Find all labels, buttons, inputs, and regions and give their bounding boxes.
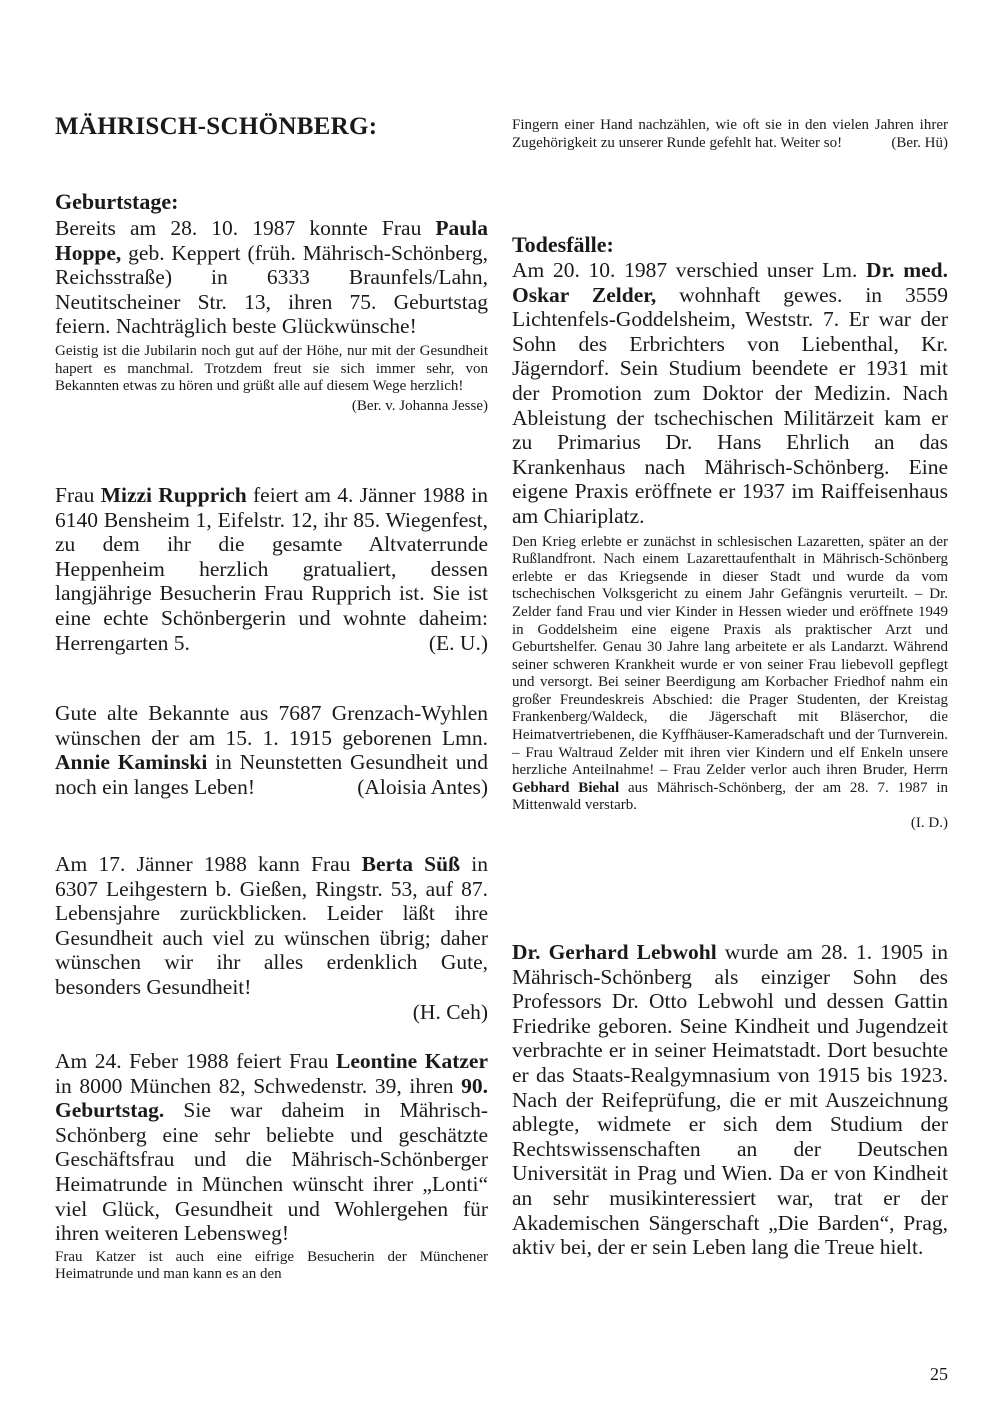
lebwohl-paragraph: Dr. Gerhard Lebwohl wurde am 28. 1. 1905 in Mährisch-Schönberg als einziger Sohn des Professors Dr. Otto Lebwohl und dessen Gattin Friedrike geboren. Seine Kindheit und Jugendzeit verbrachte er in seiner Heimatstadt. Dort besuchte er das Staats-Realgymnasium von 1915 bis 1923. Nach der Reifeprüfung, die er mit Auszeichnung ablegte, widmete er sich dem Studium der Rechtswissenschaften an der Deutschen Universität in Prag und Wien. Da er von Kindheit an sehr musikinteressiert war, trat er der Akademischen Sängerschaft „Die Barden“, Prag, aktiv bei, der er sein Leben lang die Treue hielt. [512, 940, 948, 1260]
katzer-continuation-text: Fingern einer Hand nachzählen, wie oft sie in den vielen Jahren ihrer Zugehörigkeit zu unserer Runde gefehlt hat. Weiter so! (Ber. Hü) [512, 117, 948, 151]
katzer-entry [55, 1049, 488, 1284]
zelder-paragraph: Am 20. 10. 1987 verschied unser Lm. Dr. med. Oskar Zelder, wohnhaft gewes. in 3559 Lichtenfels-Goddelsheim, Weststr. 7. Er war der Sohn des Erbrichters von Liebenthal, Kr. Jägerndorf. Sein Studium beendete er 1931 mit der Promotion zum Doktor der Medizin. Nach Ableistung der tschechischen Militärzeit kam er zu Primarius Dr. Hans Ehrlich an das Krankenhaus nach Mährisch-Schönberg. Eine eigene Praxis eröffnete er 1937 im Raiffeisenhaus am Chiariplatz. [512, 258, 948, 528]
katzer-signature: (Ber. Hü) [891, 134, 948, 151]
hoppe-name: Paula Hoppe, [55, 216, 488, 265]
suess-paragraph: Am 17. Jänner 1988 kann Frau Berta Süß in 6307 Leihgestern b. Gießen, Ringstr. 53, auf 87. Lebensjahre zurückblicken. Leider läßt ihre Gesundheit auch viel zu wünschen übrig; daher wünschen wir ihr alles erdenklich Gute, besonders Gesundheit! [55, 852, 488, 999]
deaths-heading: Todesfälle: [512, 232, 614, 257]
hoppe-signature: (Ber. v. Johanna Jesse) [351, 397, 488, 414]
katzer-note: Frau Katzer ist auch eine eifrige Besucherin der Münchener Heimatrunde und man kann es an den [55, 1248, 488, 1283]
katzer-paragraph: Am 24. Feber 1988 feiert Frau Leontine Katzer in 8000 München 82, Schwedenstr. 39, ihren 90. Geburtstag. Sie war daheim in Mährisch-Schönberg eine sehr beliebte und geschätzte Geschäftsfrau und die Mährisch-Schönberger Heimatrunde in München wünscht ihrer „Lonti“ viel Glück, Gesundheit und Wohlergehen für ihren weiteren Lebensweg! [55, 1049, 488, 1246]
hoppe-paragraph: Bereits am 28. 10. 1987 konnte Frau Paula Hoppe, geb. Keppert (früh. Mährisch-Schönberg, Reichsstraße) in 6333 Braunfels/Lahn, Neutitscheiner Str. 13, ihren 75. Geburtstag feiern. Nachträglich beste Glückwünsche! [55, 216, 488, 339]
lebwohl-entry [512, 940, 948, 1260]
zelder-note: Den Krieg erlebte er zunächst in schlesischen Lazaretten, später an der Rußlandfront. Nach einem Lazarettaufenthalt in Mährisch-Schönberg erlebte er das Kriegsende in dieser Stadt und wurde da vom tschechischen Volksgericht zu einem Jahr Gefängnis verurteilt. – Dr. Zelder fand Frau und vier Kinder in Hessen wieder und eröffnete 1949 in Goddelsheim eine eigene Praxis als praktischer Arzt und Geburtshelfer. Genau 30 Jahre lang arbeitete er als Landarzt. Während seiner schweren Krankheit wurde er von seiner Frau liebevoll gepflegt und versorgt. Bei seiner Beerdigung am Korbacher Friedhof nahm ein großer Freundeskreis Abschied: die Prager Studenten, der Kreistag Frankenberg/Waldeck, die Jägerschaft mit Bläserchor, die Heimatvertriebenen, die Kyffhäuser-Kameradschaft und der Turnverein. – Frau Waltraud Zelder mit ihren vier Kindern und elf Enkeln unsere herzliche Anteilnahme! – Frau Zelder verlor auch ihren Bruder, Herrn Gebhard Biehal aus Mährisch-Schönberg, der am 28. 7. 1987 in Mittenwald verstarb. [512, 533, 948, 814]
suess-name: Berta Süß [361, 852, 461, 876]
katzer-continuation [512, 117, 948, 152]
katzer-birthday: 90. Geburtstag. [55, 1073, 488, 1123]
katzer-name: Leontine Katzer [335, 1049, 488, 1073]
biehal-name: Gebhard Biehal [512, 779, 620, 796]
hoppe-note: Geistig ist die Jubilarin noch gut auf der Höhe, nur mit der Gesundheit hapert es manchmal. Trotzdem freut sie sich immer sehr, von Bekannten etwas zu hören und grüßt alle auf diesem Wege herzlich! [55, 342, 488, 395]
deaths-section [512, 232, 948, 833]
lebwohl-name: Dr. Gerhard Lebwohl [512, 940, 717, 964]
suess-signature: (H. Ceh) [412, 999, 488, 1024]
rupprich-entry [55, 483, 488, 655]
zelder-signature: (I. D.) [910, 815, 948, 832]
birthdays-heading: Geburtstage: [55, 189, 179, 214]
zelder-name: Dr. med. Oskar Zelder, [512, 258, 948, 307]
rupprich-paragraph: Frau Mizzi Rupprich feiert am 4. Jänner 1988 in 6140 Bensheim 1, Eifelstr. 12, ihr 85. Wiegenfest, zu dem ihr die gesamte Altvaterrunde Heppenheim herzlich gratualiert, dessen langjährige Besucherin Frau Rupprich ist. Sie ist eine echte Schönbergerin und wohnte daheim: Herrengarten 5. (E. U.) [55, 483, 488, 655]
kaminski-name: Annie Kaminski [55, 750, 208, 775]
rupprich-name: Mizzi Rupprich [100, 483, 247, 507]
birthdays-section [55, 189, 488, 415]
rupprich-signature: (E. U.) [428, 630, 488, 655]
kaminski-signature: (Aloisia Antes) [357, 774, 488, 799]
kaminski-paragraph: Gute alte Bekannte aus 7687 Grenzach-Wyhlen wünschen der am 15. 1. 1915 geborenen Lmn. Annie Kaminski in Neunstetten Gesundheit und noch ein langes Leben! (Aloisia Antes) [55, 701, 488, 799]
suess-entry [55, 852, 488, 1024]
kaminski-entry [55, 701, 488, 799]
page-title: MÄHRISCH-SCHÖNBERG: [55, 113, 378, 140]
page-number: 25 [930, 1364, 948, 1384]
